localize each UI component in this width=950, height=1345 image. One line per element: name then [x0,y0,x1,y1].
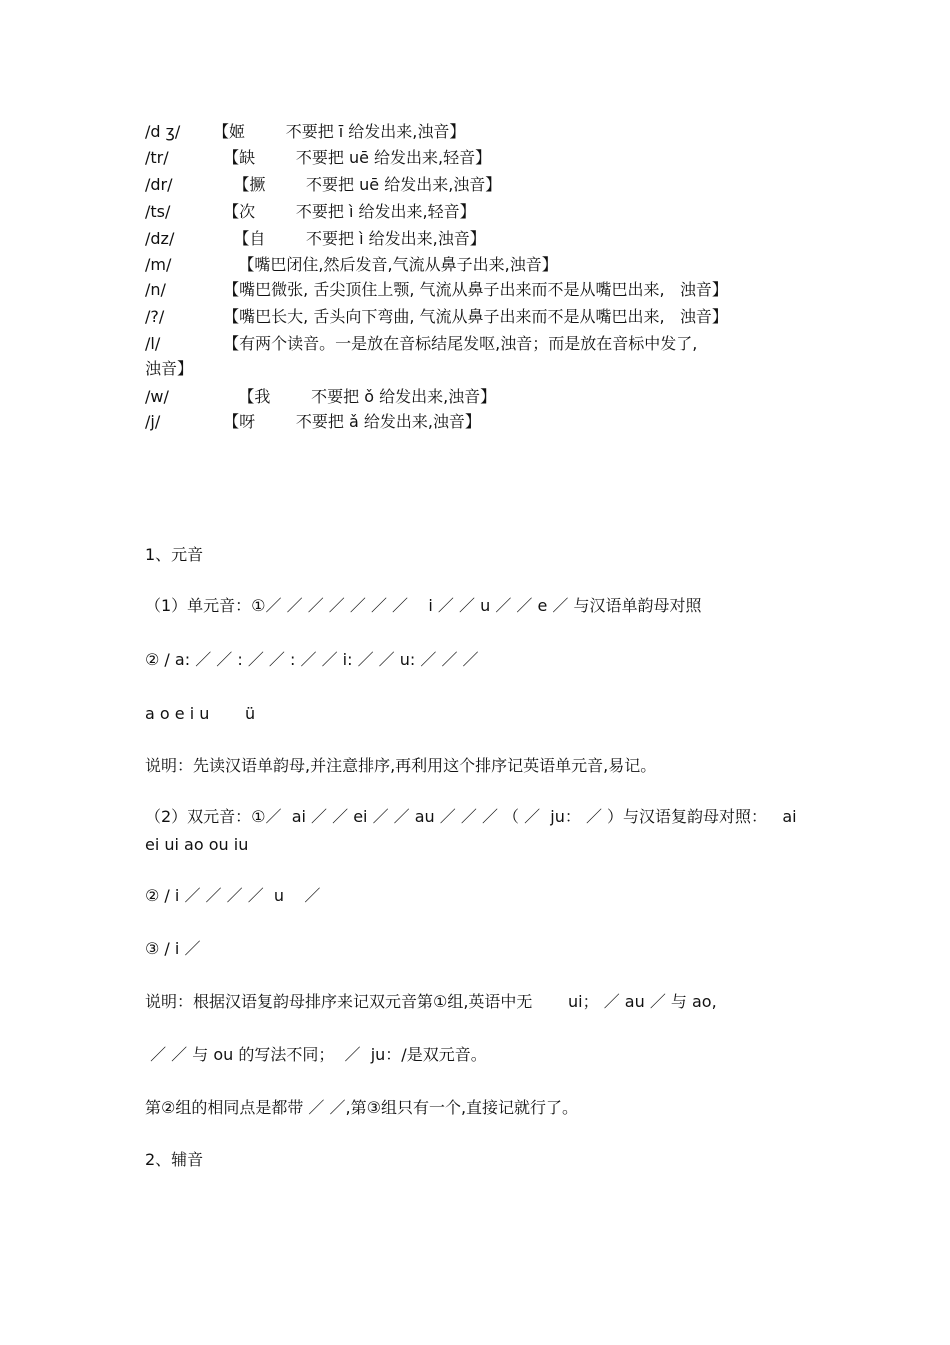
pronunciation-note: 【嘴巴长大, 舌头向下弯曲, 气流从鼻子出来而不是从嘴巴出来, 浊音】 [213,307,728,326]
ipa-symbol: /n/ [145,280,166,299]
consonant-row [145,229,486,249]
monophthong-line: （1）单元音：①／ ／ ／ ／ ／ ／ ／ i ／ ／ u ／ ／ e ／ 与汉语单韵母对照 [145,596,702,615]
pinyin-vowels-line: a o e i u ü [145,704,256,723]
ipa-symbol: /j/ [145,412,161,431]
pronunciation-note: 【次 不要把 ì 给发出来,轻音】 [213,202,476,221]
diphthong-line-3: ③ / i ／ [145,939,201,958]
ipa-symbol: /tr/ [145,148,169,167]
pronunciation-note: 【有两个读音。一是放在音标结尾发呕,浊音；而是放在音标中发了, [213,334,698,353]
explanation-paragraph: 说明：先读汉语单韵母,并注意排序,再利用这个排序记英语单元音,易记。 [145,756,657,775]
section-heading-vowels: 1、元音 [145,545,204,564]
explanation-paragraph: 第②组的相同点是都带 ／ ／,第③组只有一个,直接记就行了。 [145,1098,579,1117]
consonant-row [145,412,481,432]
section-heading-consonants: 2、辅音 [145,1150,204,1169]
ipa-symbol: /ts/ [145,202,171,221]
consonant-row [145,307,728,327]
ipa-symbol: /m/ [145,255,172,274]
ipa-symbol: /w/ [145,387,169,406]
consonant-row [145,122,465,142]
pronunciation-note: 【嘴巴闭住,然后发音,气流从鼻子出来,浊音】 [213,255,558,274]
consonant-row [145,202,476,222]
consonant-row [145,280,728,300]
pronunciation-note: 【我 不要把 ǒ 给发出来,浊音】 [213,387,497,406]
diphthong-line: （2）双元音：①／ ai ／ ／ ei ／ ／ au ／ ／ ／ （ ／ ju： ／ ）与汉语复韵母对照： ai ei ui ao ou iu [145,807,802,854]
consonant-row [145,387,496,407]
consonant-row [145,175,501,195]
ipa-symbol: /?/ [145,307,165,326]
monophthong-line-2: ② / a: ／ ／ : ／ ／ : ／ ／ i: ／ ／ u: ／ ／ ／ [145,650,479,669]
pronunciation-note: 【缺 不要把 uē 给发出来,轻音】 [213,148,492,167]
pronunciation-note: 【撅 不要把 uē 给发出来,浊音】 [213,175,502,194]
continuation-text: 浊音】 [145,359,194,378]
consonant-row [145,148,491,168]
consonant-row [145,255,558,275]
pronunciation-note: 【自 不要把 ì 给发出来,浊音】 [213,229,486,248]
ipa-symbol: /dz/ [145,229,175,248]
pronunciation-note: 【嘴巴微张, 舌尖顶住上颚, 气流从鼻子出来而不是从嘴巴出来, 浊音】 [213,280,728,299]
consonant-row-continuation [145,359,193,379]
pronunciation-note: 【姬 不要把 ī 给发出来,浊音】 [213,122,466,141]
ipa-symbol: /l/ [145,334,161,353]
consonant-row [145,334,697,354]
ipa-symbol: /d ʒ/ [145,122,181,141]
pronunciation-note: 【呀 不要把 ǎ 给发出来,浊音】 [213,412,481,431]
diphthong-line-2: ② / i ／ ／ ／ ／ u ／ [145,886,321,905]
explanation-paragraph: 说明：根据汉语复韵母排序来记双元音第①组,英语中无 ui； ／ au ／ 与 ao, [145,992,717,1011]
explanation-paragraph: ／ ／ 与 ou 的写法不同； ／ ju：/是双元音。 [145,1045,487,1064]
ipa-symbol: /dr/ [145,175,173,194]
